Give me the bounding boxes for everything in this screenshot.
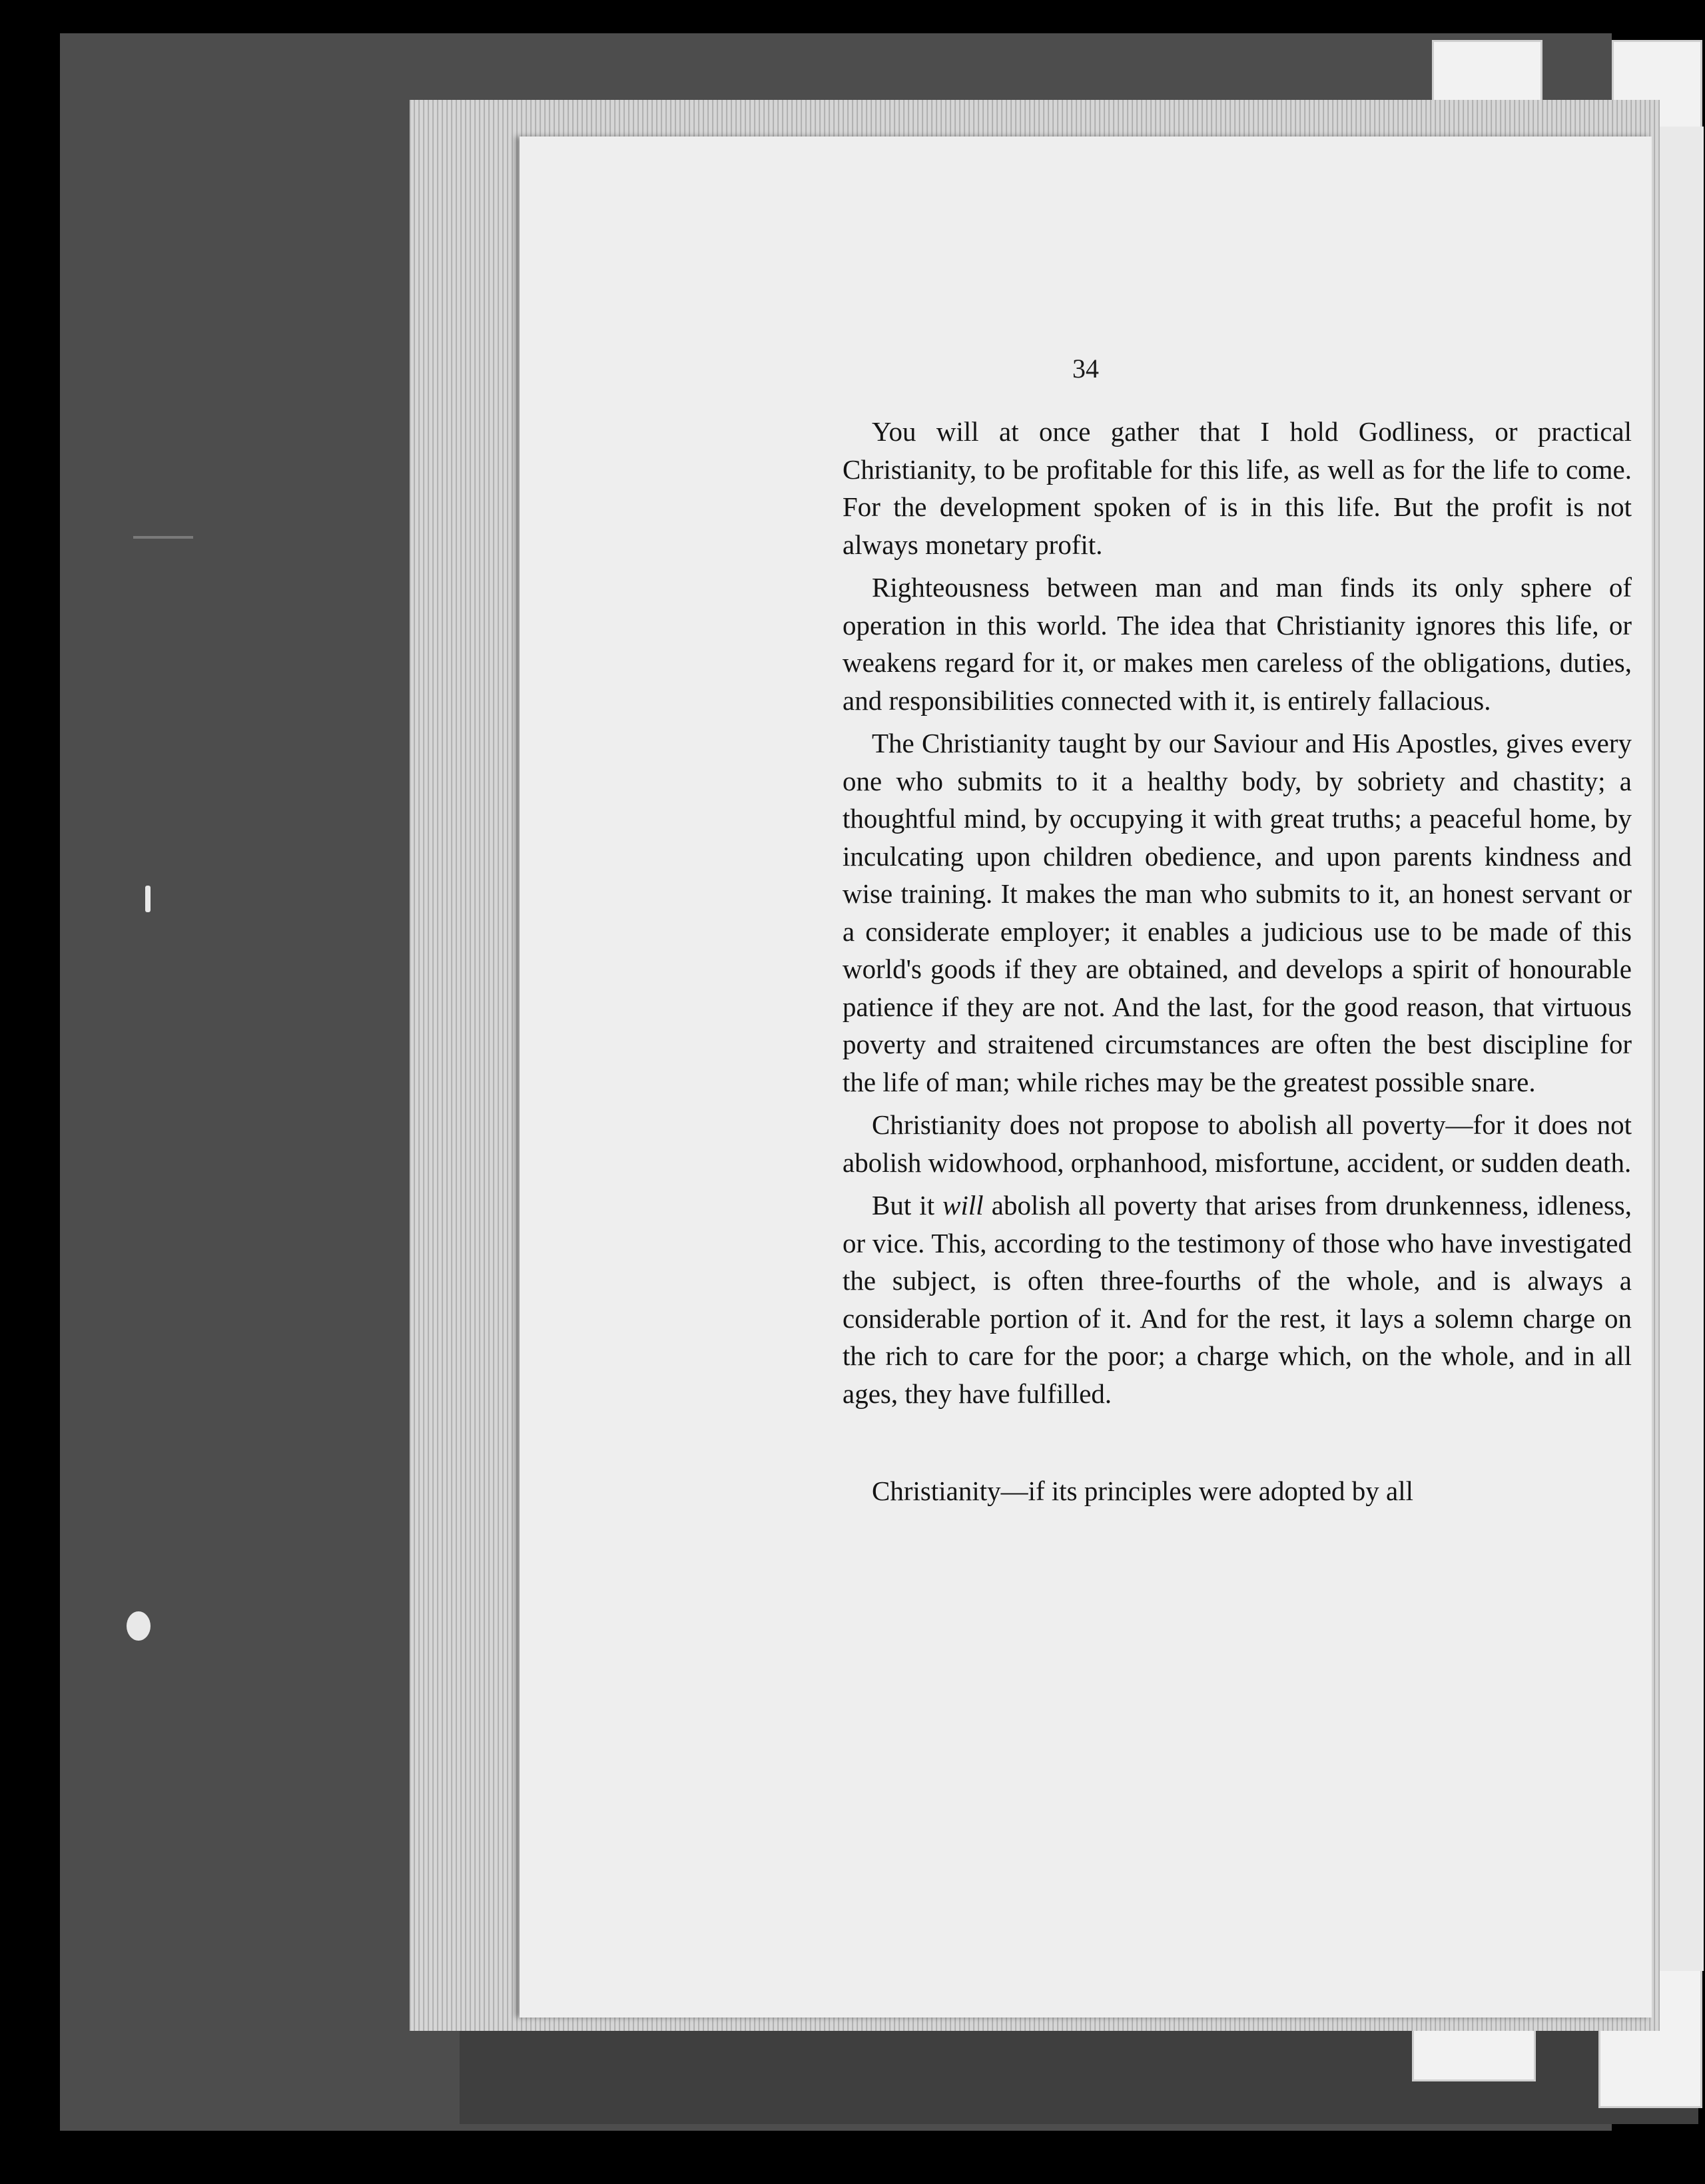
paragraph: You will at once gather that I hold Godliness, or practical Christianity, to be profitable for this life, as well as for the life to come. For the development spoken of is in this life. But the profit is not always monetary profit. [843,416,1632,560]
paragraph [843,1187,1632,1412]
paragraph-text-after: abolish all poverty that arises from drunkenness, idleness, or vice. This, according to the testimony of those who have investigated the subject, is often three-fourths of the whole, and is always a considerable portion of it. And for the rest, it lays a solemn charge on the rich to care for the poor; a charge which, on the whole, and in all ages, they have fulfilled. [843,1190,1632,1409]
cover-blemish [145,886,151,912]
emphasized-word: will [942,1190,984,1221]
cover-scratch [133,536,193,539]
paragraph: The Christianity taught by our Saviour and His Apostles, gives every one who submits to it a healthy body, by sobriety and chastity; a thoughtful mind, by occupying it with great truths; a peaceful home, by inculcating upon children obedience, and upon parents kindness and wise training. It makes the man who submits to it, an honest servant or a considerate employer; it enables a judicious use to be made of this world's goods if they are obtained, and develops a spirit of honourable patience if they are not. And the last, for the good reason, that virtuous poverty and straitened circumstances are often the best discipline for the life of man; while riches may be the greatest possible snare. [843,728,1632,1097]
paragraph: Christianity does not propose to abolish all poverty—for it does not abolish widowhood, orphanhood, misfortune, accident, or sudden death. [843,1109,1632,1178]
book-page [519,136,1652,2018]
page-text [843,413,1632,1515]
page-number: 34 [1072,354,1099,384]
paragraph: Righteousness between man and man finds its only sphere of operation in this world. The idea that Christianity ignores this life, or weakens regard for it, or makes men careless of the obligations, duties, and responsibilities connected with it, is entirely fallacious. [843,572,1632,716]
paragraph: Christianity—if its principles were adopted by all [872,1476,1413,1506]
paragraph-text-before: But it [872,1190,943,1221]
cover-blemish [127,1611,151,1641]
